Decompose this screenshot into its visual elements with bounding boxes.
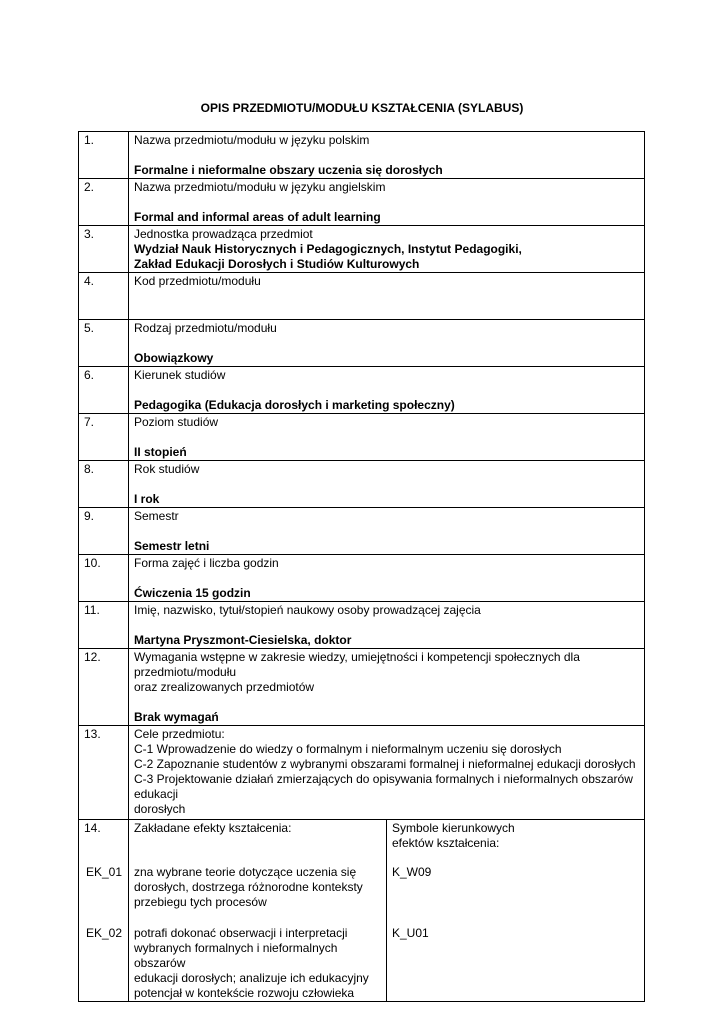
- outcome-line: potrafi dokonać obserwacji i interpretacji: [134, 926, 348, 940]
- outcome-code: EK_02: [79, 925, 129, 1002]
- document-title: OPIS PRZEDMIOTU/MODUŁU KSZTAŁCENIA (SYLABUS): [200, 101, 524, 115]
- row-content: [129, 179, 645, 226]
- row-number: 12.: [79, 649, 129, 726]
- outcome-symbol: K_U01: [387, 925, 645, 1002]
- row-content: [129, 602, 645, 649]
- row-3: [79, 226, 645, 273]
- row-label: Jednostka prowadząca przedmiot: [134, 227, 313, 241]
- outcome-line: przebiegu tych procesów: [134, 895, 267, 909]
- row-5: [79, 320, 645, 367]
- row-number: 13.: [79, 726, 129, 820]
- outcome-description: [129, 925, 387, 1002]
- row-label: Kod przedmiotu/modułu: [134, 274, 261, 288]
- row-value: Obowiązkowy: [134, 351, 214, 365]
- row-content: [129, 132, 645, 179]
- row-number: 2.: [79, 179, 129, 226]
- outcome-code: EK_01: [79, 864, 129, 925]
- row-label: Nazwa przedmiotu/modułu w języku angielskim: [134, 180, 386, 194]
- outcomes-header: Zakładane efekty kształcenia:: [129, 820, 387, 865]
- symbols-header-line: Symbole kierunkowych: [392, 821, 515, 835]
- row-content: [129, 461, 645, 508]
- row-content: [129, 555, 645, 602]
- row-9: [79, 508, 645, 555]
- row-value: I rok: [134, 492, 160, 506]
- row-content: [129, 649, 645, 726]
- row-label: Rodzaj przedmiotu/modułu: [134, 321, 277, 335]
- row-value: Wydział Nauk Historycznych i Pedagogicznych, Instytut Pedagogiki,: [134, 242, 522, 256]
- goal-item: C-3 Projektowanie działań zmierzających do opisywania formalnych i nieformalnych obszarów edukacji: [134, 772, 633, 801]
- goal-item: dorosłych: [134, 802, 186, 816]
- outcome-line: zna wybrane teorie dotyczące uczenia się: [134, 865, 357, 879]
- row-11: [79, 602, 645, 649]
- row-label: Forma zajęć i liczba godzin: [134, 556, 279, 570]
- row-content: [129, 508, 645, 555]
- syllabus-table: [78, 131, 645, 1002]
- outcome-line: potencjał w kontekście rozwoju człowieka: [134, 986, 355, 1000]
- row-label: oraz zrealizowanych przedmiotów: [134, 680, 315, 694]
- row-content: [129, 367, 645, 414]
- row-number: 14.: [79, 820, 129, 865]
- row-label: Cele przedmiotu:: [134, 727, 225, 741]
- outcomes-header-row: [79, 820, 645, 865]
- row-number: 5.: [79, 320, 129, 367]
- row-number: 7.: [79, 414, 129, 461]
- row-2: [79, 179, 645, 226]
- row-label: Rok studiów: [134, 462, 200, 476]
- row-content: [129, 226, 645, 273]
- row-label: Imię, nazwisko, tytuł/stopień naukowy osoby prowadzącej zajęcia: [134, 603, 481, 617]
- row-10: [79, 555, 645, 602]
- row-number: 1.: [79, 132, 129, 179]
- row-number: 4.: [79, 273, 129, 320]
- row-value: II stopień: [134, 445, 187, 459]
- row-content: [129, 320, 645, 367]
- row-label: Wymagania wstępne w zakresie wiedzy, umiejętności i kompetencji społecznych dla przedmiotu/modułu: [134, 650, 580, 679]
- row-label: Poziom studiów: [134, 415, 219, 429]
- row-label: Nazwa przedmiotu/modułu w języku polskim: [134, 133, 370, 147]
- outcome-line: dorosłych, dostrzega różnorodne konteksty: [134, 880, 363, 894]
- row-value: Brak wymagań: [134, 710, 219, 724]
- row-content: [129, 414, 645, 461]
- row-value: Ćwiczenia 15 godzin: [134, 586, 251, 600]
- row-1: [79, 132, 645, 179]
- row-value: Pedagogika (Edukacja dorosłych i marketing społeczny): [134, 398, 455, 412]
- outcome-line: edukacji dorosłych; analizuje ich edukacyjny: [134, 971, 369, 985]
- outcome-row: [79, 864, 645, 925]
- row-number: 9.: [79, 508, 129, 555]
- row-4: [79, 273, 645, 320]
- row-content: [129, 726, 645, 820]
- row-value: Martyna Pryszmont-Ciesielska, doktor: [134, 633, 352, 647]
- row-number: 11.: [79, 602, 129, 649]
- outcome-symbol: K_W09: [387, 864, 645, 925]
- row-value: Formalne i nieformalne obszary uczenia się dorosłych: [134, 163, 443, 177]
- row-value: Formal and informal areas of adult learning: [134, 210, 381, 224]
- outcome-line: wybranych formalnych i nieformalnych obszarów: [134, 941, 338, 970]
- goal-item: C-2 Zapoznanie studentów z wybranymi obszarami formalnej i nieformalnej edukacji dorosłych: [134, 757, 636, 771]
- goal-item: C-1 Wprowadzenie do wiedzy o formalnym i nieformalnym uczeniu się dorosłych: [134, 742, 562, 756]
- row-label: Semestr: [134, 509, 179, 523]
- row-12: [79, 649, 645, 726]
- symbols-header-line: efektów kształcenia:: [392, 836, 500, 850]
- row-label: Kierunek studiów: [134, 368, 226, 382]
- row-number: 10.: [79, 555, 129, 602]
- row-value: Semestr letni: [134, 539, 210, 553]
- row-number: 8.: [79, 461, 129, 508]
- row-13: [79, 726, 645, 820]
- row-8: [79, 461, 645, 508]
- row-7: [79, 414, 645, 461]
- symbols-header: [387, 820, 645, 865]
- row-value: Zakład Edukacji Dorosłych i Studiów Kulturowych: [134, 257, 420, 271]
- outcome-row: [79, 925, 645, 1002]
- row-number: 6.: [79, 367, 129, 414]
- row-content: [129, 273, 645, 320]
- row-number: 3.: [79, 226, 129, 273]
- outcome-description: [129, 864, 387, 925]
- row-6: [79, 367, 645, 414]
